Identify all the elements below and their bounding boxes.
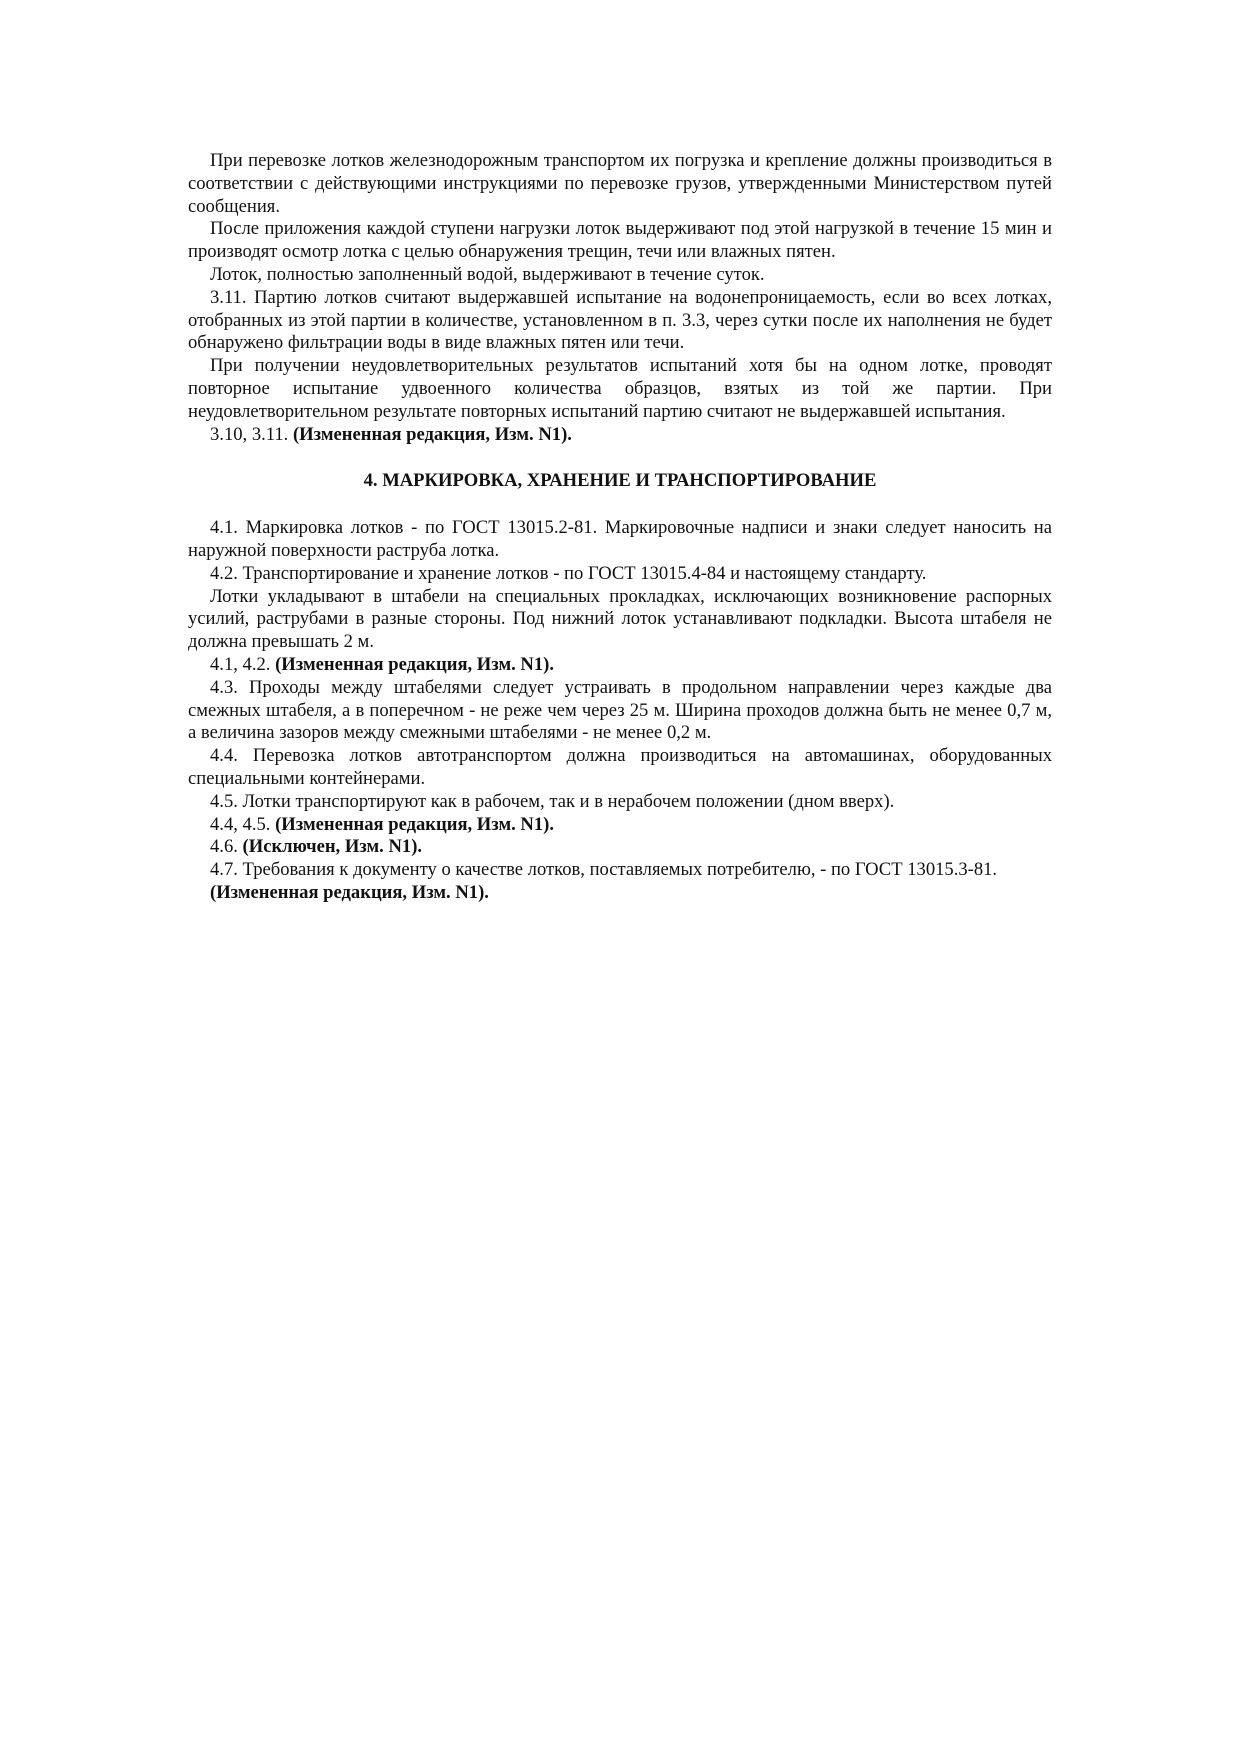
paragraph-text: 4.6. xyxy=(210,836,243,858)
paragraph-bold-text: (Измененная редакция, Изм. N1). xyxy=(292,423,572,445)
paragraph-text: 4.3. Проходы между штабелями следует устраивать в продольном направлении через каждые два смежных штабеля, а в поперечном - не реже чем через 25 м. Ширина проходов должна быть не менее 0,7 м, а величина зазоров между смежными штабелями - не менее 0,2 м. xyxy=(188,676,1052,744)
paragraph xyxy=(188,745,1052,791)
paragraph-text: 3.11. Партию лотков считают выдержавшей испытание на водонепроницаемость, если во всех лотках, отобранных из этой партии в количестве, установленном в п. 3.3, через сутки после их наполнения не будет обнаружено фильтрации воды в виде влажных пятен или течи. xyxy=(188,286,1052,354)
paragraph-bold-text: (Измененная редакция, Изм. N1). xyxy=(210,881,489,903)
paragraph-text: После приложения каждой ступени нагрузки лоток выдерживают под этой нагрузкой в течение 15 мин и производят осмотр лотка с целью обнаружения трещин, течи или влажных пятен. xyxy=(188,218,1052,263)
paragraph xyxy=(188,882,1052,905)
paragraph-text: При перевозке лотков железнодорожным транспортом их погрузка и крепление должны производиться в соответствии с действующими инструкциями по перевозке грузов, утвержденными Министерством путей сообщения. xyxy=(188,150,1052,217)
paragraph-bold-text: (Измененная редакция, Изм. N1). xyxy=(275,653,555,675)
paragraph xyxy=(188,218,1052,264)
paragraph xyxy=(188,654,1052,677)
paragraph xyxy=(188,814,1052,837)
paragraph-text: При получении неудовлетворительных результатов испытаний хотя бы на одном лотке, проводят повторное испытание удвоенного количества образцов, взятых из той же партии. При неудовлетворительном результате повторных испытаний партию считают не выдержавшей испытания. xyxy=(188,355,1052,422)
paragraph-text: 4.1. Маркировка лотков - по ГОСТ 13015.2-81. Маркировочные надписи и знаки следует наносить на наружной поверхности раструба лотка. xyxy=(188,517,1052,561)
document-page xyxy=(188,150,1052,905)
paragraph xyxy=(188,355,1052,423)
paragraph-text: 4.5. Лотки транспортируют как в рабочем, так и в нерабочем положении (дном вверх). xyxy=(210,790,895,812)
paragraph xyxy=(188,264,1052,287)
paragraph xyxy=(188,586,1052,654)
paragraph-text: 4.4, 4.5. xyxy=(210,813,276,835)
paragraph-text: Лотки укладывают в штабели на специальных прокладках, исключающих возникновение распорных усилий, раструбами в разные стороны. Под нижний лоток устанавливают подкладки. Высота штабеля не должна превышать 2 м. xyxy=(188,585,1052,653)
paragraph xyxy=(188,859,1052,882)
paragraph xyxy=(188,150,1052,218)
paragraph-text: 4.2. Транспортирование и хранение лотков - по ГОСТ 13015.4-84 и настоящему стандарту. xyxy=(210,562,927,584)
paragraph xyxy=(188,677,1052,745)
paragraph-text: 3.10, 3.11. xyxy=(210,423,293,445)
paragraph xyxy=(188,563,1052,586)
section-heading: 4. МАРКИРОВКА, ХРАНЕНИЕ И ТРАНСПОРТИРОВАНИЕ xyxy=(363,470,877,492)
paragraph-text: 4.7. Требования к документу о качестве лотков, поставляемых потребителю, - по ГОСТ 13015.3-81. xyxy=(210,859,998,881)
paragraph-text: 4.4. Перевозка лотков автотранспортом должна производиться на автомашинах, оборудованных специальными контейнерами. xyxy=(188,745,1052,789)
paragraph xyxy=(188,791,1052,814)
paragraph-bold-text: (Исключен, Изм. N1). xyxy=(242,836,423,858)
paragraph xyxy=(188,517,1052,563)
paragraph xyxy=(188,287,1052,355)
paragraph-text: Лоток, полностью заполненный водой, выдерживают в течение суток. xyxy=(210,263,765,285)
paragraph-text: 4.1, 4.2. xyxy=(210,653,276,675)
paragraph-bold-text: (Измененная редакция, Изм. N1). xyxy=(275,813,555,835)
paragraph xyxy=(188,424,1052,447)
paragraph xyxy=(188,836,1052,859)
